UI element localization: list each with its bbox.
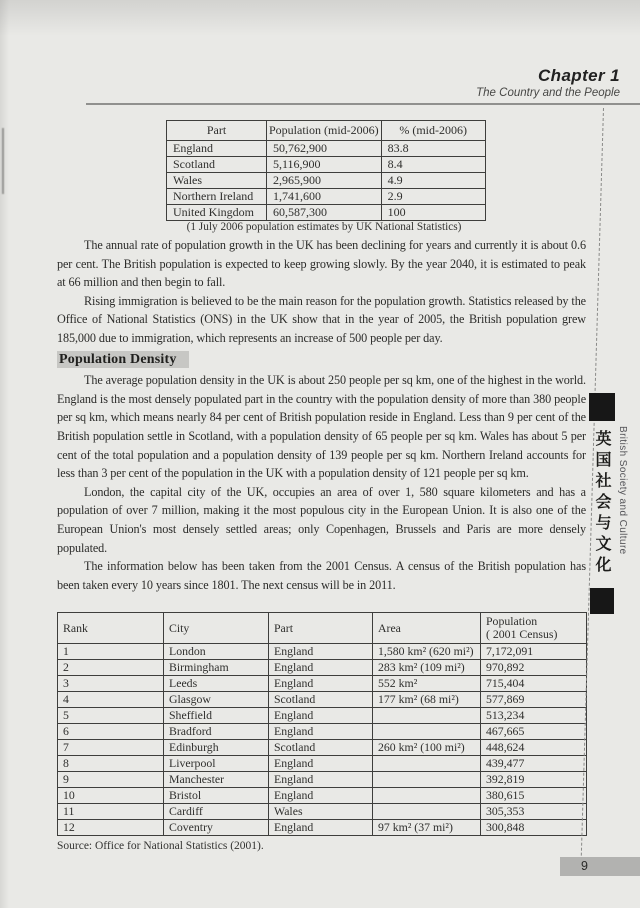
population-table-caption: (1 July 2006 population estimates by UK National Statistics) xyxy=(186,221,462,233)
table-row xyxy=(167,141,486,157)
table-row xyxy=(58,724,587,740)
table-cell: 8 xyxy=(58,756,164,772)
column-header-city: City xyxy=(164,613,269,644)
paragraph-london: London, the capital city of the UK, occupies an area of over 1, 580 square kilometers and has a population of over 7 million, making it the most populous city in the European Union. It is also one of the European Union's most densely settled areas; only Copenhagen, Brussels and Paris are more densely populated. xyxy=(57,484,586,555)
table-cell: England xyxy=(269,788,373,804)
table-cell: 2.9 xyxy=(381,189,485,205)
table-cell: 1,580 km² (620 mi²) xyxy=(373,644,481,660)
table-cell: 60,587,300 xyxy=(267,205,382,221)
table-cell: 50,762,900 xyxy=(267,141,382,157)
table-cell: Leeds xyxy=(164,676,269,692)
table-row xyxy=(58,804,587,820)
population-table xyxy=(166,120,486,221)
table-row xyxy=(167,205,486,221)
table-cell: 11 xyxy=(58,804,164,820)
table-cell: Manchester xyxy=(164,772,269,788)
table-row xyxy=(167,189,486,205)
table-cell: 1,741,600 xyxy=(267,189,382,205)
table-cell: Northern Ireland xyxy=(167,189,267,205)
table-cell: 9 xyxy=(58,772,164,788)
table-cell: Wales xyxy=(269,804,373,820)
section-heading-population-density xyxy=(57,351,586,370)
chapter-header xyxy=(476,66,620,99)
table-row xyxy=(58,756,587,772)
paragraph-growth-rate: The annual rate of population growth in the UK has been declining for years and currently it is about 0.6 per cent. The British population is expected to keep growing slowly. By the year 2040, it is estimated to peak at 66 million and then begin to fall. xyxy=(57,238,586,290)
series-title-english: British Society and Culture xyxy=(617,426,628,555)
table-row xyxy=(167,157,486,173)
table-cell: 5 xyxy=(58,708,164,724)
table-row xyxy=(58,644,587,660)
population-table-body xyxy=(167,141,486,221)
table-header-row xyxy=(58,613,587,644)
column-header-part: Part xyxy=(167,121,267,141)
table-cell: 305,353 xyxy=(481,804,587,820)
series-title-chinese: 英国社会与文化 xyxy=(593,430,612,577)
table-cell: 448,624 xyxy=(481,740,587,756)
column-header-area: Area xyxy=(373,613,481,644)
table-cell: 392,819 xyxy=(481,772,587,788)
table-cell xyxy=(373,708,481,724)
table-cell: 100 xyxy=(381,205,485,221)
table-row xyxy=(58,772,587,788)
table-cell: London xyxy=(164,644,269,660)
table-cell: 283 km² (109 mi²) xyxy=(373,660,481,676)
chapter-title: Chapter 1 xyxy=(537,66,620,85)
paragraph-density: The average population density in the UK is about 250 people per sq km, one of the highest in the world. England is the most densely populated part in the country with the population density of more than 380 people per sq km, which means nearly 84 per cent of British population reside in England. Less than 9 per cent of the British population settle in Scotland, with a population density of 65 people per sq km. Wales has about 5 per cent of the total population and a population density of 139 people per sq km. Northern Ireland accounts for less than 3 per cent of the population in the UK with a population density of 121 people per sq km. xyxy=(57,373,586,481)
table-header-row xyxy=(167,121,486,141)
table-cell: Coventry xyxy=(164,820,269,836)
table-cell: 7 xyxy=(58,740,164,756)
column-header-rank: Rank xyxy=(58,613,164,644)
table-cell: 7,172,091 xyxy=(481,644,587,660)
header-rule xyxy=(86,103,640,105)
table-cell: 10 xyxy=(58,788,164,804)
decoration-square-top xyxy=(589,393,615,421)
chapter-subtitle: The Country and the People xyxy=(476,87,620,99)
table-cell: England xyxy=(269,756,373,772)
table-cell: 4 xyxy=(58,692,164,708)
table-cell: England xyxy=(269,644,373,660)
table-cell: 6 xyxy=(58,724,164,740)
table-cell: England xyxy=(269,676,373,692)
source-note: Source: Office for National Statistics (2001). xyxy=(57,840,264,852)
table-cell: England xyxy=(269,660,373,676)
table-cell xyxy=(373,756,481,772)
table-cell: Scotland xyxy=(269,740,373,756)
table-cell: 2,965,900 xyxy=(267,173,382,189)
table-cell xyxy=(373,724,481,740)
table-cell: 5,116,900 xyxy=(267,157,382,173)
section-heading-text: Population Density xyxy=(57,351,189,368)
city-table-body xyxy=(58,644,587,836)
table-row xyxy=(58,740,587,756)
scan-edge-streak xyxy=(2,128,4,194)
city-table xyxy=(57,612,587,836)
decoration-square-bottom xyxy=(590,588,614,614)
table-cell: 577,869 xyxy=(481,692,587,708)
table-cell: 3 xyxy=(58,676,164,692)
table-cell: Cardiff xyxy=(164,804,269,820)
table-row xyxy=(58,692,587,708)
table-row xyxy=(58,676,587,692)
table-cell: 12 xyxy=(58,820,164,836)
table-cell: 1 xyxy=(58,644,164,660)
table-cell: 177 km² (68 mi²) xyxy=(373,692,481,708)
paragraph-immigration: Rising immigration is believed to be the main reason for the population growth. Statistics released by the Office of National Statistics (ONS) in the UK show that in the year of 2005, the British population grew 185,000 due to immigration, which represents an increase of 500 people per day. xyxy=(57,293,586,345)
column-header-population: Population (mid-2006) xyxy=(267,121,382,141)
table-cell: 4.9 xyxy=(381,173,485,189)
column-header-population-census xyxy=(481,613,587,644)
table-cell: Birmingham xyxy=(164,660,269,676)
population-header-line1: Population xyxy=(486,614,538,628)
table-cell: 552 km² xyxy=(373,676,481,692)
table-cell: Glasgow xyxy=(164,692,269,708)
table-cell: 2 xyxy=(58,660,164,676)
table-cell xyxy=(373,804,481,820)
table-cell xyxy=(373,788,481,804)
table-cell: 260 km² (100 mi²) xyxy=(373,740,481,756)
body-text xyxy=(57,236,586,594)
table-cell: England xyxy=(269,708,373,724)
table-cell: Bradford xyxy=(164,724,269,740)
table-cell: 970,892 xyxy=(481,660,587,676)
table-cell: 380,615 xyxy=(481,788,587,804)
table-row xyxy=(58,788,587,804)
table-cell xyxy=(373,772,481,788)
table-cell: 83.8 xyxy=(381,141,485,157)
page-number-bar xyxy=(560,857,640,876)
table-cell: Bristol xyxy=(164,788,269,804)
table-row xyxy=(167,173,486,189)
table-cell: Scotland xyxy=(167,157,267,173)
table-cell: Sheffield xyxy=(164,708,269,724)
table-cell: Scotland xyxy=(269,692,373,708)
table-cell: 8.4 xyxy=(381,157,485,173)
table-cell: 513,234 xyxy=(481,708,587,724)
page-number: 9 xyxy=(581,859,588,873)
column-header-percent: % (mid-2006) xyxy=(381,121,485,141)
table-row xyxy=(58,660,587,676)
table-cell: Liverpool xyxy=(164,756,269,772)
table-cell: United Kingdom xyxy=(167,205,267,221)
scan-shading-top xyxy=(0,0,640,36)
table-cell: 715,404 xyxy=(481,676,587,692)
table-cell: 439,477 xyxy=(481,756,587,772)
table-cell: 97 km² (37 mi²) xyxy=(373,820,481,836)
table-cell: 300,848 xyxy=(481,820,587,836)
column-header-part: Part xyxy=(269,613,373,644)
paragraph-census: The information below has been taken from the 2001 Census. A census of the British population has been taken every 10 years since 1801. The next census will be in 2011. xyxy=(57,559,586,592)
table-row xyxy=(58,820,587,836)
table-cell: England xyxy=(269,772,373,788)
table-row xyxy=(58,708,587,724)
table-cell: England xyxy=(269,724,373,740)
table-cell: Wales xyxy=(167,173,267,189)
table-cell: 467,665 xyxy=(481,724,587,740)
table-cell: England xyxy=(269,820,373,836)
population-header-line2: ( 2001 Census) xyxy=(486,627,558,641)
table-cell: Edinburgh xyxy=(164,740,269,756)
table-cell: England xyxy=(167,141,267,157)
